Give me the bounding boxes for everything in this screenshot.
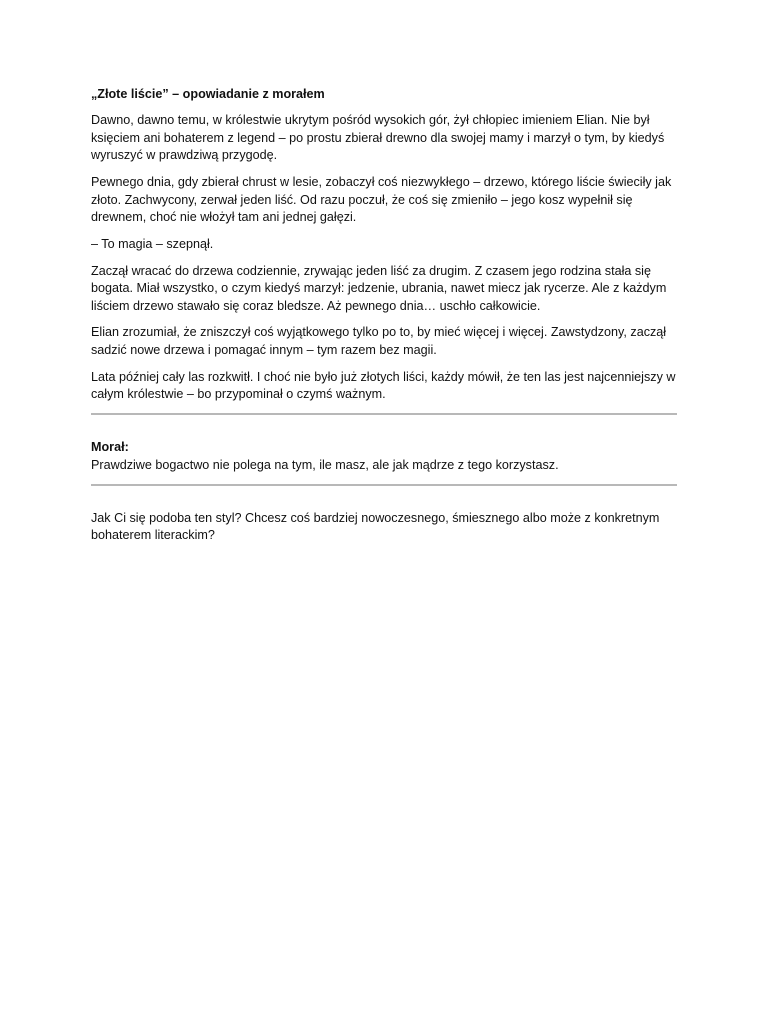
story-paragraph-3: – To magia – szepnął. (91, 236, 214, 251)
story-title: „Złote liście” – opowiadanie z morałem (91, 87, 325, 101)
story-paragraph-2: Pewnego dnia, gdy zbierał chrust w lesie, zobaczył coś niezwykłego – drzewo, którego liście świeciły jak złoto. Zachwycony, zerwał jeden liść. Od razu poczuł, że coś się zmieniło – jego kosz wypełnił się drewnem, choć nie włożył tam ani jednej gałęzi. (91, 175, 672, 224)
moral-label: Morał: (91, 440, 129, 455)
story-paragraph-1: Dawno, dawno temu, w królestwie ukrytym pośród wysokich gór, żył chłopiec imieniem Elian. Nie był księciem ani bohaterem z legend – po prostu zbierał drewno dla swojej mamy i marzył o tym, by kiedyś wyruszyć w prawdziwą przygodę. (91, 113, 665, 163)
divider-bottom (91, 484, 677, 486)
story-paragraph-4: Zaczął wracać do drzewa codziennie, zrywając jeden liść za drugim. Z czasem jego rodzina stała się bogata. Miał wszystko, o czym kiedyś marzył: jedzenie, ubrania, nawet miecz jak rycerze. Ale z każdym liściem drzewo stawało się coraz bledsze. Aż pewnego dnia… uschło całkowicie. (91, 263, 667, 313)
closing-question: Jak Ci się podoba ten styl? Chcesz coś bardziej nowoczesnego, śmiesznego albo może z konkretnym bohaterem literackim? (91, 510, 660, 543)
story-paragraph-5: Elian zrozumiał, że zniszczył coś wyjątkowego tylko po to, by mieć więcej i więcej. Zawstydzony, zaczął sadzić nowe drzewa i pomagać innym – tym razem bez magii. (91, 325, 667, 357)
divider-top (91, 413, 677, 415)
story-paragraph-6: Lata później cały las rozkwitł. I choć nie było już złotych liści, każdy mówił, że ten las jest najcenniejszy w całym królestwie – bo przypominał o czymś ważnym. (91, 369, 676, 402)
moral-text: Prawdziwe bogactwo nie polega na tym, ile masz, ale jak mądrze z tego korzystasz. (91, 457, 559, 472)
document-content (91, 86, 677, 554)
moral-section (91, 439, 677, 474)
